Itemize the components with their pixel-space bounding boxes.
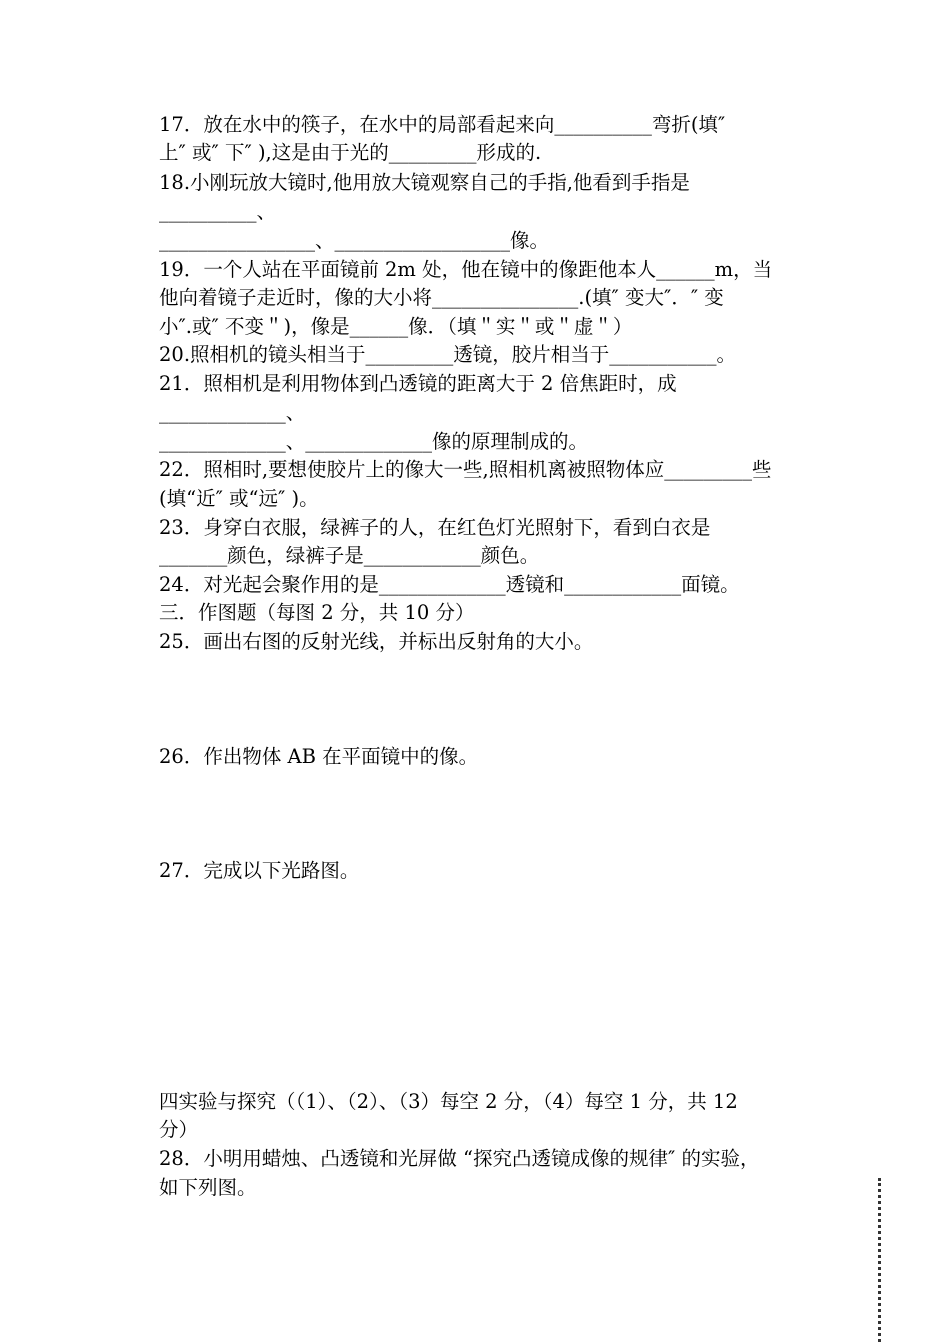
q17-line-2: 上″ 或″ 下″ ),这是由于光的_________形成的. <box>159 141 542 164</box>
q21-line-1: 21．照相机是利用物体到凸透镜的距离大于 2 倍焦距时，成 <box>159 372 677 395</box>
q27-line: 27．完成以下光路图。 <box>159 859 360 882</box>
q25-line: 25．画出右图的反射光线，并标出反射角的大小。 <box>159 630 594 653</box>
section-four-heading: 四实验与探究（（1）、（2）、（3）每空 2 分，（4）每空 1 分，共 12 <box>159 1090 738 1113</box>
binding-margin-dotted-line <box>878 1178 881 1342</box>
q18-line-3: ________________、__________________像。 <box>159 229 550 252</box>
q18-line-1: 18.小刚玩放大镜时,他用放大镜观察自己的手指,他看到手指是 <box>159 171 690 194</box>
section-three-heading: 三．作图题（每图 2 分，共 10 分） <box>159 601 475 624</box>
section-four-heading-cont: 分） <box>159 1118 199 1141</box>
q23-line-1: 23．身穿白衣服，绿裤子的人，在红色灯光照射下，看到白衣是 <box>159 516 711 539</box>
q26-line: 26．作出物体 AB 在平面镜中的像。 <box>159 745 479 768</box>
q21-line-2: _____________、 <box>159 401 306 424</box>
q19-line-3: 小″.或″ 不变＂)，像是______像．（填＂实＂或＂虚＂） <box>159 315 633 338</box>
q23-line-2: _______颜色，绿裤子是____________颜色。 <box>159 544 540 567</box>
q28-line-2: 如下列图。 <box>159 1176 257 1199</box>
q28-line-1: 28．小明用蜡烛、凸透镜和光屏做 “探究凸透镜成像的规律″ 的实验， <box>159 1147 760 1170</box>
q21-line-3: _____________、_____________像的原理制成的。 <box>159 430 589 453</box>
q19-line-2: 他向着镜子走近时，像的大小将_______________.(填″ 变大″．″ 变 <box>159 286 724 309</box>
q18-line-2: __________、 <box>159 200 277 223</box>
q22-line-2: (填“近″ 或“远″ )。 <box>159 487 319 510</box>
q24-line: 24．对光起会聚作用的是_____________透镜和____________面镜。 <box>159 573 740 596</box>
q20-line: 20.照相机的镜头相当于_________透镜，胶片相当于___________。 <box>159 343 737 366</box>
q19-line-1: 19．一个人站在平面镜前 2m 处，他在镜中的像距他本人______m，当 <box>159 258 773 281</box>
q17-line-1: 17．放在水中的筷子，在水中的局部看起来向__________弯折(填″ <box>159 113 726 136</box>
q22-line-1: 22．照相时,要想使胶片上的像大一些,照相机离被照物体应_________些 <box>159 458 772 481</box>
